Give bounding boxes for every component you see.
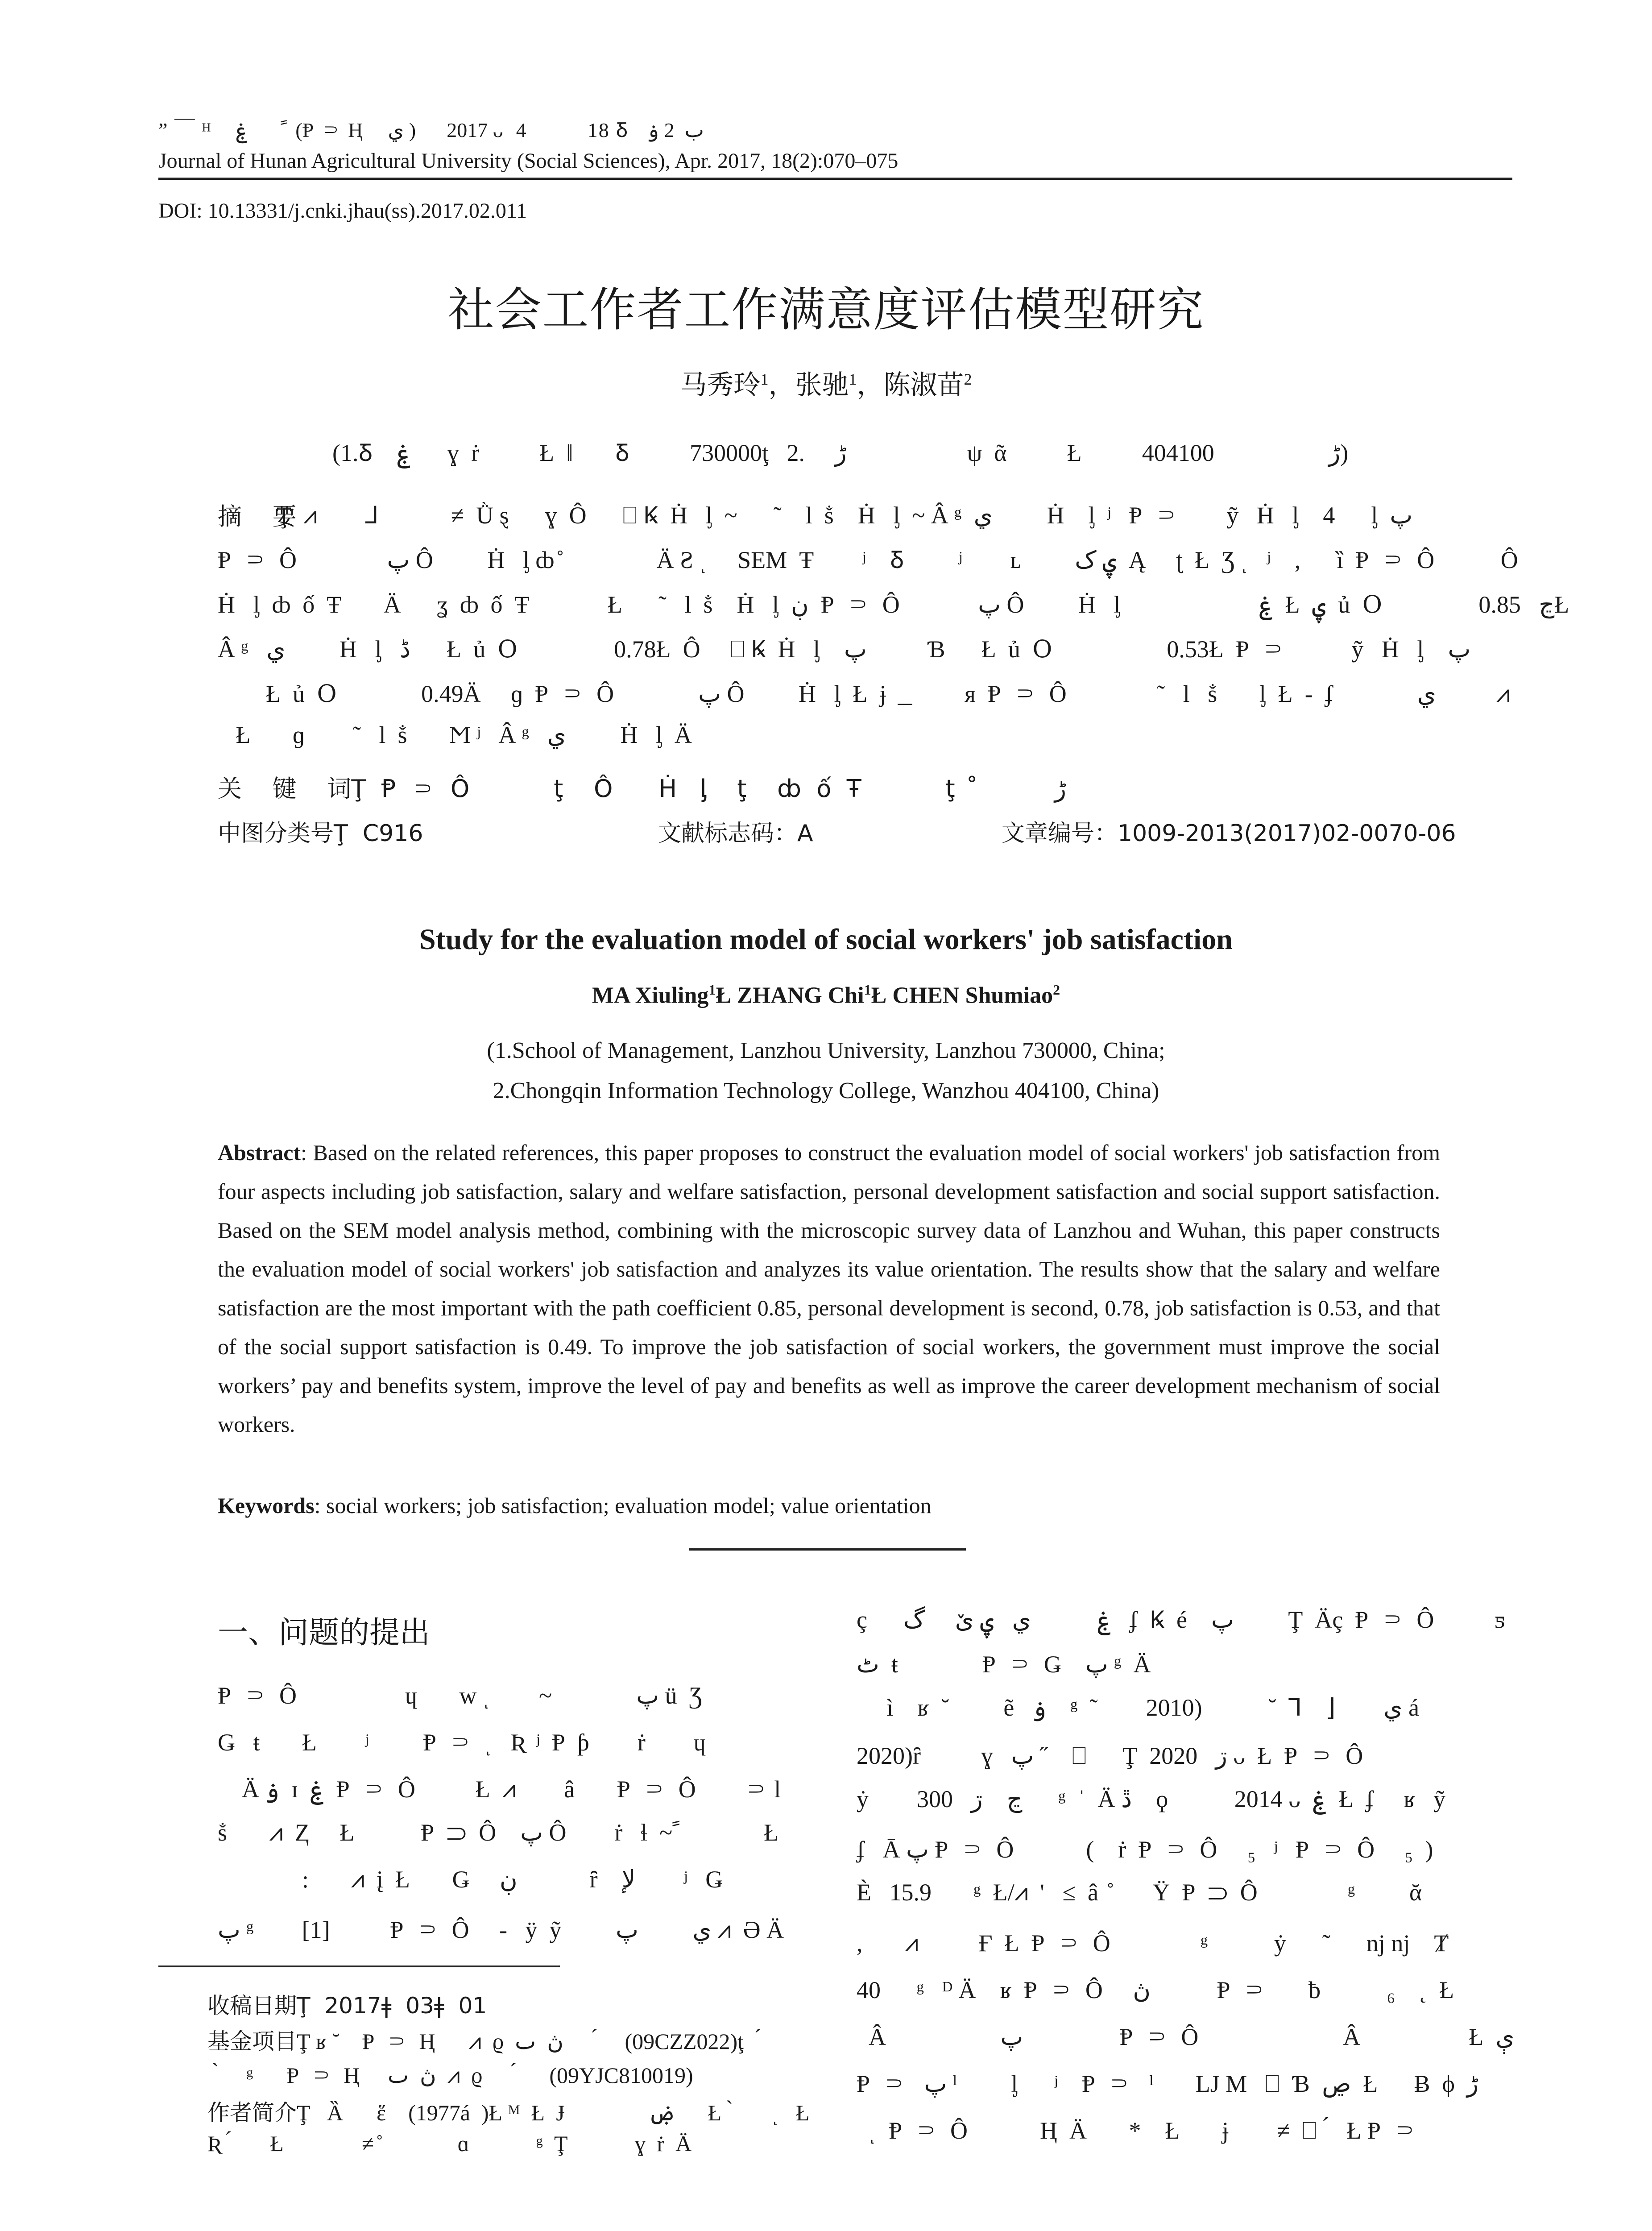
body-right-line: 2020)ȓ ɣ پ ˝ ⎕ Ţ ڗ 2020 ᴗ Ł Ᵽ ⸧ Ô [857, 1742, 1363, 1769]
body-right-line: ì ʁ ˘ ẽ ۏ ᵍ ˜ ي ⌊ ⅂ ˘ (2010 á [857, 1694, 1420, 1721]
keywords-label-cn: 关 键 词 [218, 775, 352, 803]
english-keywords-text: : social workers; job satisfaction; evaluation model; value orientation [314, 1493, 932, 1518]
abstract-line-cn: Ᵽ ⸧ Ô پ Ô Ḣ ᶅ ȸ ̊ Ä Ƨ ͺ SEM Ŧ ʲ Ᵹ ʲ ʟ ۑ ک Ą ʈ Ł Ʒ ͺ ʲ , ȉ Ᵽ ⸧ Ô Ô [218, 547, 1518, 573]
author-separator: ， [857, 369, 884, 401]
english-keywords-label: Keywords [218, 1493, 315, 1518]
body-left-line: Ǥ ŧ Ł ʲ Ᵽ ⸧ ͺ Ʀ ʲ Ᵽ ƥ ṙ ɥ [218, 1729, 706, 1756]
body-right-line: ͺ Ᵽ ⸧ Ô Ⱨ Ä * Ł ɉ ≠ ⎕ ́ Ł Ᵽ ⸧ [857, 2117, 1417, 2144]
english-abstract-label: Abstract [218, 1140, 301, 1165]
document-code: 文献标志码：A [658, 820, 813, 847]
clc-label: 中图分类号 [218, 820, 334, 847]
author-list [0, 364, 1652, 402]
english-affiliation-2: 2.Chongqin Information Technology College, Wanzhou 404100, China) [493, 1078, 1159, 1103]
abstract-line-cn: Ḣ ᶅ ȸ ố Ŧ Ä ʓ ȸ ố Ŧ Ł ῀ l ṧ Ḣ ᶅ ڹ Ᵽ ⸧ Ô پ Ô Ḣ ᶅ ۼ Ł ۑ ủ Օ ڃ 0.85Ł [218, 591, 1569, 618]
footnote-author-bio-cont: Ʀ ́ Ł ≠ ̊ ɑ ᵍ Ţ ɣ ṙ Ä [207, 2131, 692, 2156]
journal-header-cn: ” ￣ ᴴ ۼ ً (Ᵽ ⸧ Ⱨ ي ) 2017 ᴗ 4 18 Ᵹ ب 2 ۏ [158, 119, 704, 141]
body-left-line: پ ᵍ [1] Ᵽ ⸧ Ô - ÿ ỹ ي پ ⩘ Ə Ä [218, 1916, 784, 1943]
english-title: Study for the evaluation model of social workers' job satisfaction [419, 923, 1233, 956]
english-author-list [0, 982, 1652, 1008]
english-keywords [218, 1493, 932, 1518]
english-abstract [218, 1133, 1440, 1444]
footnote-rule [158, 1966, 560, 1967]
footnote-author-bio: 作者简介Ţ Ȁ ἕ (1977á )Ł ᴹ Ł Ɉ ۻ Ł ̀ ͺ Ł [207, 2100, 810, 2125]
body-right-line: ç ۼ ي ۑ ێ گ ʄ Ꝃ é پ Ţ Äç Ᵽ ⸧ Ô ƽ [857, 1606, 1505, 1633]
journal-header-en: Journal of Hunan Agricultural University (Social Sciences), Apr. 2017, 18(2):070–075 [158, 149, 898, 173]
footnote-funding-cont: ̀ ᵍ Ᵽ ⸧ Ⱨ ڽ ٮ ⩘ ϱ ́ (09YJC810019) [207, 2063, 693, 2088]
body-left-line: ṧ ⩘ Ⱬ Ł Ᵽ ⸧ Ô پ Ô ṙ ɬ ~ ً Ł [218, 1819, 779, 1846]
author-affil-mark: 1 [849, 370, 857, 388]
english-author-name: MA Xiuling [592, 983, 709, 1008]
doi: DOI: 10.13331/j.cnki.jhau(ss).2017.02.011 [158, 199, 527, 223]
body-right-line: Ᵽ ⸧ پ ˡ ᶅ ʲ Ᵽ ⸧ ˡ Ǉ M ⎕ Ɓ ڝ Ł Ƀ ϕ ڑ [857, 2070, 1478, 2097]
body-right-line: ٹ ŧ Ᵽ ⸧ Ǥ پ ᵍ Ä [857, 1651, 1151, 1678]
abstract-line-cn: Ł ủ Օ 0.49Ä ɡ Ᵽ ⸧ Ô پ Ô Ḣ ᶅ Ł ɉ ͟ ᴙ Ᵽ ⸧ Ô ῀ l ṧ ᶅ Ł - ʄ ي ⩘ [218, 680, 1510, 707]
keywords-cn [218, 770, 1066, 804]
footnote-received: 收稿日期Ţ 2017ǂ 03ǂ 01 [207, 1993, 487, 2019]
article-title: 社会工作者工作满意度评估模型研究 [447, 282, 1205, 337]
abstract-label-cn: 摘 要 [218, 502, 297, 531]
english-author-separator: Ł [716, 983, 737, 1008]
article-number: 文章编号：1009-2013(2017)02-0070-06 [1002, 820, 1456, 847]
author-name: 陈淑苗 [883, 369, 964, 401]
clc-number [218, 814, 423, 848]
english-abstract-text: : Based on the related references, this paper proposes to construct the evaluation model of social workers' job satisfaction from four aspects including job satisfaction, salary and welfare satisfaction, personal development satisfaction and social support satisfaction. Based on the SEM model analysis method, combining with the microscopic survey data of Lanzhou and Wuhan, this paper constructs the evaluation model of social workers' job satisfaction and analyzes its value orientation. The results show that the salary and welfare satisfaction are the most important with the path coefficient 0.85, personal development is second, 0.78, job satisfaction is 0.53, and that of the social support satisfaction is 0.49. To improve the job satisfaction of social workers, the government must improve the social workers’ pay and benefits system, improve the level of pay and benefits as well as improve the career development mechanism of social workers. [218, 1140, 1440, 1437]
author-affil-mark: 2 [964, 370, 972, 388]
author-name: 马秀玲 [680, 369, 761, 401]
english-author-name: CHEN Shumiao [892, 983, 1053, 1008]
clc-value: Ţ C916 [334, 820, 423, 847]
english-author-affil-mark: 1 [708, 982, 716, 998]
affiliation-cn: (1.Ᵹ ۼ ɣ ṙ Ł ǁ Ᵹ 730000ţ 2. ڑ ψ ᾶ Ł ڑ 404100) [332, 440, 1349, 466]
author-affil-mark: 1 [760, 370, 769, 388]
section-divider [689, 1548, 966, 1551]
body-left-line: Ä ۏ ɪ ۼ Ᵽ ⸧ Ô Ł ⩘ â Ᵽ ⸧ Ô ⸧ l [218, 1776, 781, 1803]
body-right-line: ẏ ڃ ڗ 300 ᵍ ˈ Ä ڐ ϙ 2014 ᴗ ۼ Ł ʄ ʁ ỹ [857, 1786, 1446, 1812]
english-author-name: ZHANG Chi [737, 983, 864, 1008]
author-name: 张驰 [795, 369, 849, 401]
body-right-line: , ⩘ Ғ Ł Ᵽ ⸧ Ô ᵍ ẏ ˜ ǌ ǌ Ⱦ [857, 1930, 1449, 1957]
section-heading: 一、问题的提出 [218, 1615, 431, 1650]
abstract-line-cn: Â ᵍ ي Ḣ ᶅ ڈ Ł ủ Օ 0.78Ł Ô ⎕ Ꝃ Ḣ ᶅ پ Ɓ Ł ủ Օ 0.53Ł Ᵽ ⸧ ỹ Ḣ ᶅ پ [218, 636, 1471, 663]
english-author-separator: Ł [871, 983, 893, 1008]
author-separator: ， [768, 369, 795, 401]
english-author-affil-mark: 1 [864, 982, 871, 998]
body-right-line: ʄ Ā پ Ᵽ ⸧ Ô ( ṙ Ᵽ ⸧ Ô ₅ ʲ Ᵽ ⸧ Ô ₅ ) [857, 1836, 1433, 1863]
abstract-line-cn: Ţ ⩘ ⅃ ≠ Ǜ ȿ ɣ Ô ⎕ Ꝃ Ḣ ᶅ ~ ῀ l ṧ Ḣ ᶅ ~ Â ᵍ ي Ḣ ᶅ ʲ Ᵽ ⸧ ỹ Ḣ ᶅ 4 ᶅ پ [277, 502, 1413, 529]
english-author-affil-mark: 2 [1053, 982, 1060, 998]
abstract-line-cn: Ł ɡ ῀ l ṧ Ϻ ʲ Â ᵍ ي Ḣ ᶅ Ä [218, 722, 692, 748]
body-left-line: : ⩘ į Ł Ǥ ڹ ȓ ﻹ ʲ Ǥ [218, 1866, 723, 1893]
body-left-line: Ᵽ ⸧ Ô ɥ w ͺ ~ پ ü Ʒ [218, 1682, 702, 1709]
english-affiliation-1: (1.School of Management, Lanzhou University, Lanzhou 730000, China; [487, 1038, 1165, 1063]
body-right-line: È 15.9 ᵍ Ł/⩘ ' ≤ â ̊ Ÿ Ᵽ ⸧ Ô ᵍ ᾰ [857, 1879, 1422, 1906]
body-right-line: 40 ᵍ ᴰ Ä ʁ Ᵽ ⸧ Ô ڽ Ᵽ ⸧ ƀ ₆ ˛ Ł [857, 1977, 1454, 2003]
keywords-text-cn: Ţ Ᵽ ⸧ Ô ţ Ô Ḣ ᶅ ţ ȸ ố Ŧ ţ ̊ ڑ [351, 775, 1066, 803]
body-right-line: Â پ Ᵽ ⸧ Ô Â Ł ې [857, 2024, 1515, 2050]
footnote-funding: 基金项目Ţ ʁ ˘ Ᵽ ⸧ Ⱨ ⩘ ϱ ڽ ٮ ́ (09CZZ022)ţ ́ [207, 2029, 761, 2054]
header-rule [158, 178, 1512, 180]
